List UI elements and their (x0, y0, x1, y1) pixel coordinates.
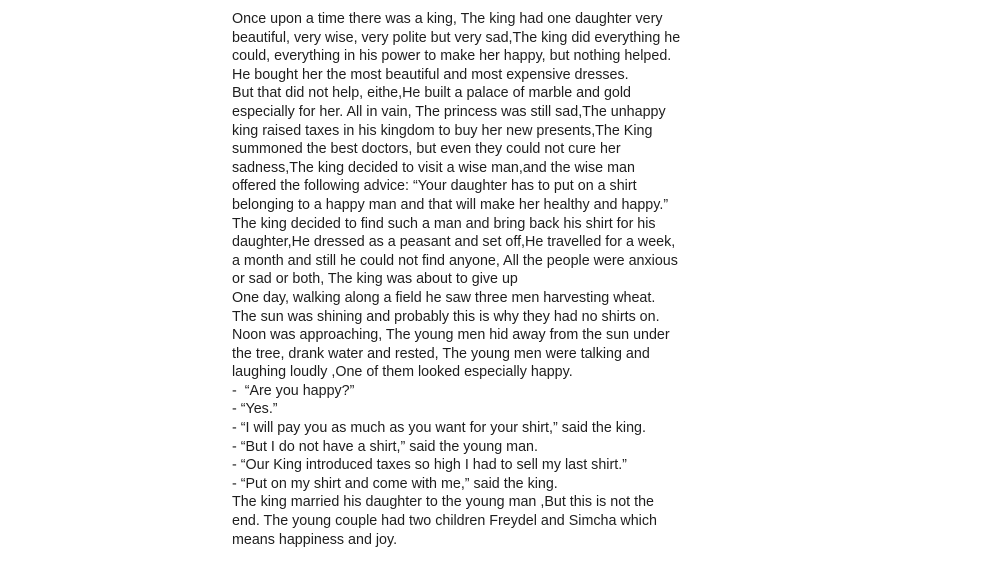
text-line: One day, walking along a field he saw three men harvesting wheat. (232, 289, 656, 306)
text-line: beautiful, very wise, very polite but very sad,The king did everything he (232, 29, 681, 46)
text-line: Once upon a time there was a king, The king had one daughter very (232, 11, 663, 27)
text-line: The king decided to find such a man and bring back his shirt for his (232, 215, 656, 232)
text-line: end. The young couple had two children Freydel and Simcha which (232, 513, 657, 530)
dialogue-line: - “Our King introduced taxes so high I had to sell my last shirt.” (232, 457, 627, 474)
text-line: the tree, drank water and rested, The young men were talking and (232, 345, 650, 362)
text-line: offered the following advice: “Your daughter has to put on a shirt (232, 178, 637, 195)
dialogue-line: - “Put on my shirt and come with me,” said the king. (232, 475, 558, 492)
dialogue-line: - “Are you happy?” (232, 382, 355, 399)
text-line: He bought her the most beautiful and most expensive dresses. (232, 66, 629, 83)
text-line: means happiness and joy. (232, 531, 398, 548)
text-line: But that did not help, eithe,He built a palace of marble and gold (232, 85, 631, 102)
dialogue-line: - “Yes.” (232, 401, 278, 418)
text-line: belonging to a happy man and that will make her healthy and happy.” (232, 196, 669, 213)
dialogue-line: - “But I do not have a shirt,” said the young man. (232, 438, 538, 455)
dialogue-line: - “I will pay you as much as you want for your shirt,” said the king. (232, 420, 646, 437)
text-line: The king married his daughter to the young man ,But this is not the (232, 494, 654, 511)
text-line: sadness,The king decided to visit a wise man,and the wise man (232, 159, 635, 176)
story-text (232, 10, 692, 549)
text-line: The sun was shining and probably this is why they had no shirts on. (232, 308, 660, 325)
text-line: or sad or both, The king was about to give up (232, 271, 518, 288)
text-line: laughing loudly ,One of them looked especially happy. (232, 364, 573, 381)
text-line: especially for her. All in vain, The princess was still sad,The unhappy (232, 103, 666, 120)
text-line: Noon was approaching, The young men hid away from the sun under (232, 327, 670, 344)
text-line: a month and still he could not find anyone, All the people were anxious (232, 252, 678, 269)
text-line: summoned the best doctors, but even they could not cure her (232, 141, 621, 158)
text-line: could, everything in his power to make her happy, but nothing helped. (232, 48, 672, 65)
text-line: daughter,He dressed as a peasant and set off,He travelled for a week, (232, 234, 676, 251)
text-line: king raised taxes in his kingdom to buy her new presents,The King (232, 122, 653, 139)
